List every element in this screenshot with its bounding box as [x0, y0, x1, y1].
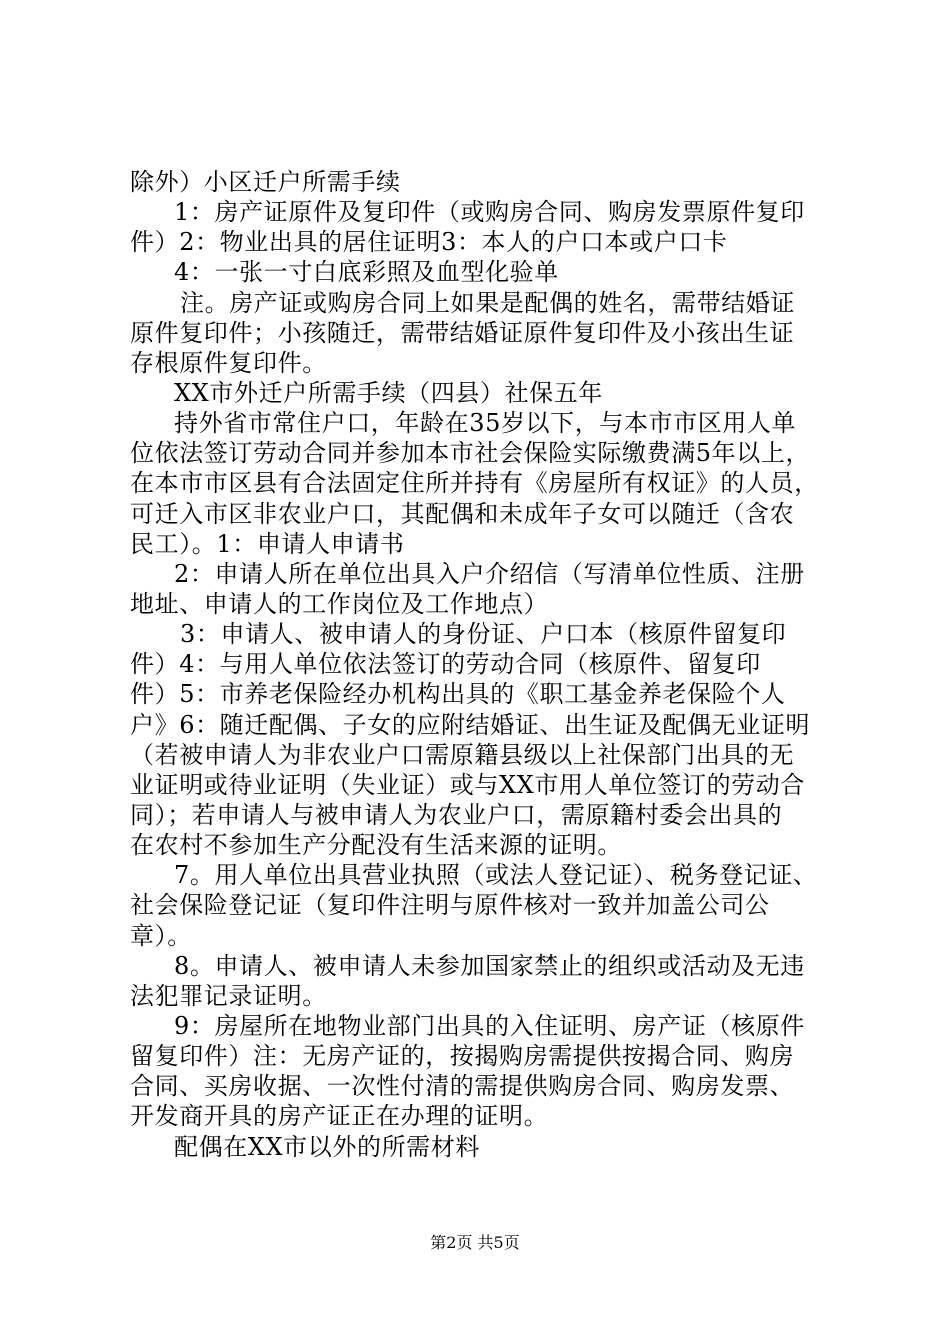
text-line: 2：申请人所在单位出具入户介绍信（写清单位性质、注册: [174, 559, 805, 588]
text-line: 户》6：随迁配偶、子女的应附结婚证、出生证及配偶无业证明: [130, 710, 811, 739]
text-line: 持外省市常住户口，年龄在35岁以下，与本市市区用人单: [174, 409, 797, 438]
document-body: [130, 167, 850, 1162]
text-line: 除外）小区迁户所需手续: [130, 168, 401, 196]
text-line: 件）2：物业出具的居住证明3：本人的户口本或户口卡: [130, 228, 728, 257]
text-line: 合同、买房收据、一次性付清的需提供购房合同、购房发票、: [130, 1072, 795, 1101]
text-line: 法犯罪记录证明。: [130, 981, 327, 1010]
text-line: 原件复印件；小孩随迁，需带结婚证原件复印件及小孩出生证: [130, 318, 795, 347]
text-line: 8。申请人、被申请人未参加国家禁止的组织或活动及无违: [174, 951, 805, 980]
text-line: 可迁入市区非农业户口，其配偶和未成年子女可以随迁（含农: [130, 499, 795, 528]
text-line: 件）4：与用人单位依法签订的劳动合同（核原件、留复印: [130, 650, 761, 679]
text-line: 在农村不参加生产分配没有生活来源的证明。: [130, 831, 622, 860]
text-line: 章）。: [130, 921, 192, 950]
text-line: 地址、申请人的工作岗位及工作地点）: [130, 589, 549, 618]
text-line: 存根原件复印件。: [130, 348, 327, 377]
text-line: 配偶在XX市以外的所需材料: [174, 1132, 480, 1161]
text-line: 位依法签订劳动合同并参加本市社会保险实际缴费满5年以上，: [130, 439, 811, 468]
text-line: 注。房产证或购房合同上如果是配偶的姓名，需带结婚证: [180, 288, 795, 317]
text-line: 1：房产证原件及复印件（或购房合同、购房发票原件复印: [174, 198, 805, 227]
text-line: 留复印件）注：无房产证的，按揭购房需提供按揭合同、购房: [130, 1042, 795, 1071]
text-line: 件）5：市养老保险经办机构出具的《职工基金养老保险个人: [130, 680, 786, 709]
text-line: XX市外迁户所需手续（四县）社保五年: [174, 378, 603, 407]
text-line: 3：申请人、被申请人的身份证、户口本（核原件留复印: [180, 620, 787, 649]
text-line: 开发商开具的房产证正在办理的证明。: [130, 1102, 549, 1131]
text-line: 民工）。1：申请人申请书: [130, 529, 405, 558]
text-line: （若被申请人为非农业户口需原籍县级以上社保部门出具的无: [130, 740, 795, 769]
text-line: 在本市市区县有合法固定住所并持有《房屋所有权证》的人员，: [130, 469, 819, 498]
text-line: 9：房屋所在地物业部门出具的入住证明、房产证（核原件: [174, 1011, 805, 1040]
text-line: 同）；若申请人与被申请人为农业户口，需原籍村委会出具的: [130, 800, 783, 829]
text-line: 社会保险登记证（复印件注明与原件核对一致并加盖公司公: [130, 891, 770, 920]
text-line: 业证明或待业证明（失业证）或与XX市用人单位签订的劳动合: [130, 770, 805, 799]
text-line: 7。用人单位出具营业执照（或法人登记证）、税务登记证、: [174, 861, 818, 890]
text-line: 4：一张一寸白底彩照及血型化验单: [174, 258, 559, 287]
page-footer: 第2页 共5页: [430, 1233, 520, 1252]
